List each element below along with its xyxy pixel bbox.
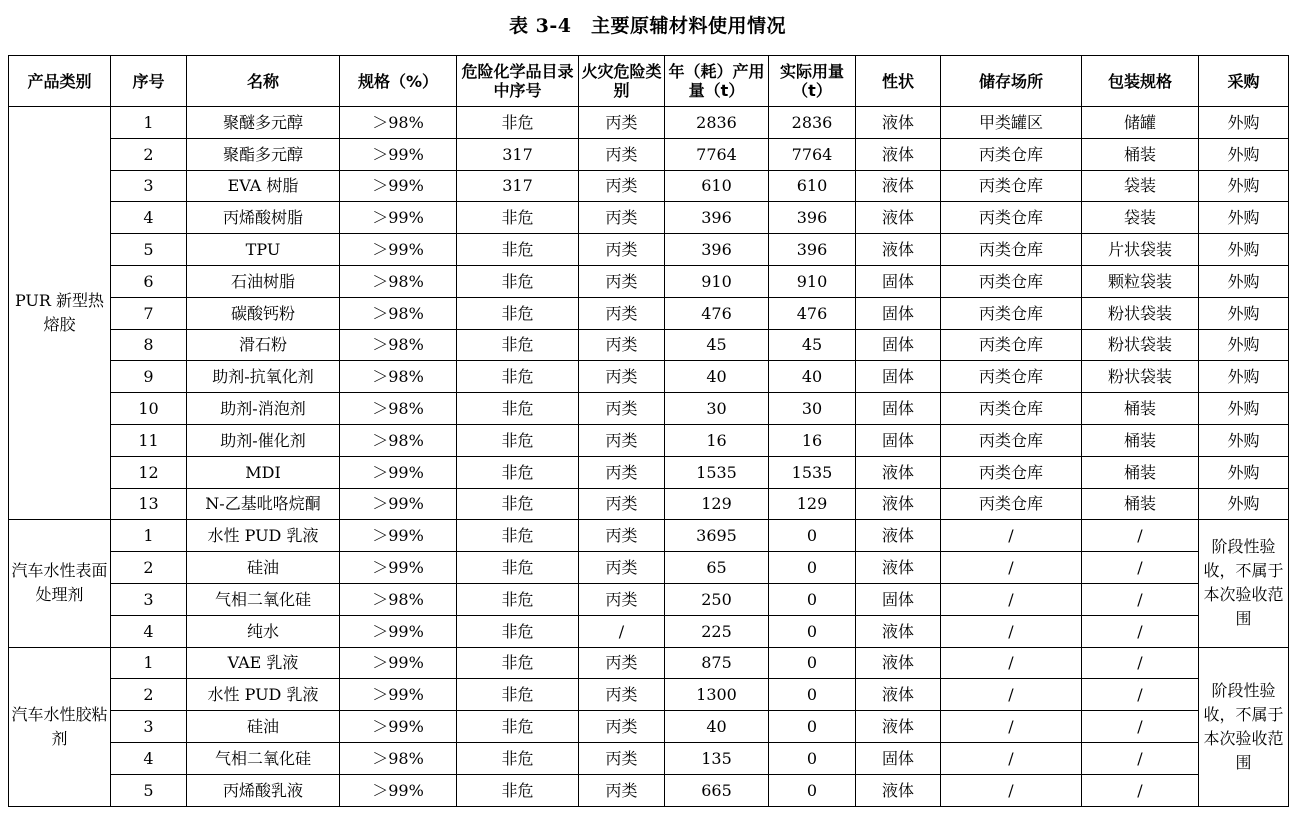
cell-annual: 65	[665, 552, 769, 584]
table-row	[9, 234, 1289, 266]
cell-state: 固体	[856, 329, 941, 361]
cell-fire: 丙类	[579, 679, 665, 711]
cell-annual: 45	[665, 329, 769, 361]
cell-actual: 476	[769, 297, 856, 329]
cell-state: 液体	[856, 202, 941, 234]
table-row	[9, 583, 1289, 615]
cell-hazard-no: 非危	[457, 393, 579, 425]
header-actual-usage: 实际用量（t）	[769, 56, 856, 107]
cell-hazard-no: 非危	[457, 552, 579, 584]
cell-spec: ＞99%	[340, 234, 457, 266]
cell-storage: 丙类仓库	[941, 393, 1082, 425]
cell-spec: ＞98%	[340, 297, 457, 329]
cell-state: 液体	[856, 679, 941, 711]
cell-hazard-no: 非危	[457, 297, 579, 329]
cell-hazard-no: 非危	[457, 647, 579, 679]
cell-spec: ＞99%	[340, 774, 457, 806]
cell-state: 液体	[856, 138, 941, 170]
cell-actual: 0	[769, 774, 856, 806]
cell-seq: 2	[111, 138, 187, 170]
cell-seq: 3	[111, 711, 187, 743]
cell-spec: ＞99%	[340, 615, 457, 647]
cell-annual: 2836	[665, 107, 769, 139]
cell-name: 丙烯酸乳液	[187, 774, 340, 806]
cell-storage: 丙类仓库	[941, 202, 1082, 234]
cell-spec: ＞98%	[340, 742, 457, 774]
cell-pack: /	[1082, 520, 1199, 552]
header-fire-class: 火灾危险类别	[579, 56, 665, 107]
cell-seq: 10	[111, 393, 187, 425]
cell-fire: 丙类	[579, 202, 665, 234]
cell-pack: /	[1082, 742, 1199, 774]
header-name: 名称	[187, 56, 340, 107]
cell-seq: 3	[111, 170, 187, 202]
cell-name: 聚酯多元醇	[187, 138, 340, 170]
cell-storage: 丙类仓库	[941, 265, 1082, 297]
header-row	[9, 56, 1289, 107]
cell-name: 滑石粉	[187, 329, 340, 361]
table-row	[9, 711, 1289, 743]
cell-storage: /	[941, 520, 1082, 552]
cell-state: 液体	[856, 234, 941, 266]
cell-state: 液体	[856, 552, 941, 584]
cell-fire: 丙类	[579, 265, 665, 297]
cell-purchase: 外购	[1199, 107, 1289, 139]
cell-name: 水性 PUD 乳液	[187, 520, 340, 552]
cell-spec: ＞99%	[340, 520, 457, 552]
cell-spec: ＞99%	[340, 679, 457, 711]
cell-pack: /	[1082, 615, 1199, 647]
cell-hazard-no: 非危	[457, 583, 579, 615]
cell-seq: 7	[111, 297, 187, 329]
cell-seq: 13	[111, 488, 187, 520]
cell-pack: 袋装	[1082, 170, 1199, 202]
cell-actual: 129	[769, 488, 856, 520]
cell-pack: 袋装	[1082, 202, 1199, 234]
cell-annual: 665	[665, 774, 769, 806]
cell-name: 纯水	[187, 615, 340, 647]
category-cell: PUR 新型热熔胶	[9, 107, 111, 520]
cell-hazard-no: 非危	[457, 424, 579, 456]
cell-hazard-no: 非危	[457, 234, 579, 266]
cell-state: 固体	[856, 297, 941, 329]
cell-pack: 粉状袋装	[1082, 361, 1199, 393]
cell-annual: 875	[665, 647, 769, 679]
cell-name: N-乙基吡咯烷酮	[187, 488, 340, 520]
cell-state: 固体	[856, 361, 941, 393]
cell-fire: 丙类	[579, 647, 665, 679]
cell-spec: ＞98%	[340, 424, 457, 456]
cell-spec: ＞99%	[340, 138, 457, 170]
cell-hazard-no: 非危	[457, 329, 579, 361]
cell-hazard-no: 非危	[457, 774, 579, 806]
cell-annual: 225	[665, 615, 769, 647]
cell-fire: 丙类	[579, 361, 665, 393]
cell-annual: 250	[665, 583, 769, 615]
cell-pack: /	[1082, 552, 1199, 584]
cell-hazard-no: 非危	[457, 202, 579, 234]
cell-hazard-no: 非危	[457, 520, 579, 552]
table-row	[9, 520, 1289, 552]
cell-name: 助剂-消泡剂	[187, 393, 340, 425]
cell-spec: ＞98%	[340, 393, 457, 425]
cell-state: 液体	[856, 615, 941, 647]
cell-purchase: 外购	[1199, 329, 1289, 361]
cell-spec: ＞98%	[340, 583, 457, 615]
cell-pack: 储罐	[1082, 107, 1199, 139]
cell-storage: 丙类仓库	[941, 488, 1082, 520]
cell-seq: 2	[111, 679, 187, 711]
cell-annual: 30	[665, 393, 769, 425]
cell-annual: 1535	[665, 456, 769, 488]
cell-name: VAE 乳液	[187, 647, 340, 679]
cell-purchase: 外购	[1199, 297, 1289, 329]
cell-fire: 丙类	[579, 774, 665, 806]
cell-actual: 30	[769, 393, 856, 425]
cell-actual: 910	[769, 265, 856, 297]
cell-annual: 129	[665, 488, 769, 520]
cell-hazard-no: 非危	[457, 361, 579, 393]
cell-annual: 396	[665, 202, 769, 234]
cell-storage: 甲类罐区	[941, 107, 1082, 139]
cell-seq: 4	[111, 615, 187, 647]
cell-annual: 135	[665, 742, 769, 774]
cell-seq: 9	[111, 361, 187, 393]
cell-state: 液体	[856, 711, 941, 743]
cell-state: 液体	[856, 170, 941, 202]
table-row	[9, 202, 1289, 234]
cell-storage: 丙类仓库	[941, 297, 1082, 329]
cell-seq: 1	[111, 107, 187, 139]
cell-spec: ＞98%	[340, 361, 457, 393]
cell-storage: 丙类仓库	[941, 424, 1082, 456]
cell-fire: /	[579, 615, 665, 647]
cell-seq: 6	[111, 265, 187, 297]
table-row	[9, 107, 1289, 139]
cell-state: 液体	[856, 107, 941, 139]
cell-fire: 丙类	[579, 107, 665, 139]
cell-state: 液体	[856, 488, 941, 520]
cell-hazard-no: 非危	[457, 265, 579, 297]
cell-spec: ＞99%	[340, 552, 457, 584]
cell-seq: 12	[111, 456, 187, 488]
cell-purchase: 外购	[1199, 202, 1289, 234]
cell-annual: 40	[665, 361, 769, 393]
cell-spec: ＞99%	[340, 711, 457, 743]
cell-seq: 11	[111, 424, 187, 456]
cell-name: MDI	[187, 456, 340, 488]
cell-storage: /	[941, 679, 1082, 711]
cell-actual: 610	[769, 170, 856, 202]
cell-actual: 2836	[769, 107, 856, 139]
cell-annual: 476	[665, 297, 769, 329]
cell-annual: 396	[665, 234, 769, 266]
materials-table	[8, 55, 1289, 807]
cell-pack: 颗粒袋装	[1082, 265, 1199, 297]
cell-hazard-no: 非危	[457, 107, 579, 139]
cell-purchase: 外购	[1199, 393, 1289, 425]
header-storage: 储存场所	[941, 56, 1082, 107]
cell-purchase: 外购	[1199, 424, 1289, 456]
cell-annual: 610	[665, 170, 769, 202]
cell-name: 石油树脂	[187, 265, 340, 297]
cell-purchase: 外购	[1199, 170, 1289, 202]
cell-purchase: 外购	[1199, 361, 1289, 393]
cell-pack: /	[1082, 679, 1199, 711]
table-row	[9, 170, 1289, 202]
table-title: 表 3-4 主要原辅材料使用情况	[509, 15, 786, 37]
cell-hazard-no: 317	[457, 138, 579, 170]
cell-fire: 丙类	[579, 297, 665, 329]
table-row	[9, 138, 1289, 170]
cell-annual: 40	[665, 711, 769, 743]
cell-storage: 丙类仓库	[941, 456, 1082, 488]
cell-name: 碳酸钙粉	[187, 297, 340, 329]
table-row	[9, 679, 1289, 711]
table-row	[9, 393, 1289, 425]
cell-name: 聚醚多元醇	[187, 107, 340, 139]
cell-pack: 桶装	[1082, 424, 1199, 456]
cell-spec: ＞99%	[340, 647, 457, 679]
cell-hazard-no: 非危	[457, 679, 579, 711]
cell-actual: 0	[769, 647, 856, 679]
cell-hazard-no: 非危	[457, 711, 579, 743]
cell-hazard-no: 非危	[457, 456, 579, 488]
cell-storage: 丙类仓库	[941, 138, 1082, 170]
cell-spec: ＞98%	[340, 265, 457, 297]
cell-state: 液体	[856, 520, 941, 552]
cell-seq: 2	[111, 552, 187, 584]
cell-actual: 396	[769, 202, 856, 234]
cell-purchase: 外购	[1199, 234, 1289, 266]
table-row	[9, 424, 1289, 456]
cell-fire: 丙类	[579, 138, 665, 170]
cell-name: 水性 PUD 乳液	[187, 679, 340, 711]
cell-pack: 片状袋装	[1082, 234, 1199, 266]
header-state: 性状	[856, 56, 941, 107]
cell-annual: 16	[665, 424, 769, 456]
cell-pack: /	[1082, 647, 1199, 679]
cell-storage: /	[941, 774, 1082, 806]
cell-storage: 丙类仓库	[941, 234, 1082, 266]
cell-actual: 7764	[769, 138, 856, 170]
cell-storage: /	[941, 711, 1082, 743]
cell-pack: 桶装	[1082, 393, 1199, 425]
cell-hazard-no: 317	[457, 170, 579, 202]
cell-actual: 396	[769, 234, 856, 266]
header-packaging: 包装规格	[1082, 56, 1199, 107]
cell-fire: 丙类	[579, 552, 665, 584]
cell-name: 硅油	[187, 711, 340, 743]
cell-seq: 8	[111, 329, 187, 361]
cell-fire: 丙类	[579, 711, 665, 743]
cell-fire: 丙类	[579, 234, 665, 266]
cell-purchase: 外购	[1199, 488, 1289, 520]
cell-name: TPU	[187, 234, 340, 266]
cell-pack: 桶装	[1082, 138, 1199, 170]
cell-state: 固体	[856, 583, 941, 615]
table-row	[9, 647, 1289, 679]
note-cell: 阶段性验收，不属于本次验收范围	[1199, 520, 1289, 647]
cell-spec: ＞99%	[340, 456, 457, 488]
cell-annual: 1300	[665, 679, 769, 711]
cell-spec: ＞98%	[340, 107, 457, 139]
note-cell: 阶段性验收，不属于本次验收范围	[1199, 647, 1289, 806]
table-row	[9, 361, 1289, 393]
header-seq: 序号	[111, 56, 187, 107]
table-row	[9, 297, 1289, 329]
cell-fire: 丙类	[579, 742, 665, 774]
cell-hazard-no: 非危	[457, 615, 579, 647]
cell-actual: 0	[769, 679, 856, 711]
cell-state: 固体	[856, 742, 941, 774]
cell-spec: ＞98%	[340, 329, 457, 361]
header-category: 产品类别	[9, 56, 111, 107]
cell-storage: 丙类仓库	[941, 170, 1082, 202]
cell-seq: 5	[111, 234, 187, 266]
table-row	[9, 774, 1289, 806]
cell-storage: /	[941, 615, 1082, 647]
cell-purchase: 外购	[1199, 265, 1289, 297]
cell-hazard-no: 非危	[457, 488, 579, 520]
cell-actual: 0	[769, 711, 856, 743]
cell-pack: /	[1082, 774, 1199, 806]
header-purchase: 采购	[1199, 56, 1289, 107]
cell-annual: 3695	[665, 520, 769, 552]
cell-fire: 丙类	[579, 170, 665, 202]
cell-actual: 0	[769, 520, 856, 552]
cell-annual: 7764	[665, 138, 769, 170]
cell-spec: ＞99%	[340, 202, 457, 234]
cell-name: 丙烯酸树脂	[187, 202, 340, 234]
cell-purchase: 外购	[1199, 138, 1289, 170]
header-hazard-no: 危险化学品目录中序号	[457, 56, 579, 107]
cell-actual: 40	[769, 361, 856, 393]
table-row	[9, 552, 1289, 584]
cell-storage: 丙类仓库	[941, 361, 1082, 393]
cell-seq: 1	[111, 520, 187, 552]
cell-hazard-no: 非危	[457, 742, 579, 774]
cell-storage: /	[941, 647, 1082, 679]
cell-name: EVA 树脂	[187, 170, 340, 202]
cell-actual: 0	[769, 552, 856, 584]
cell-actual: 45	[769, 329, 856, 361]
cell-pack: /	[1082, 711, 1199, 743]
table-row	[9, 742, 1289, 774]
table-row	[9, 265, 1289, 297]
cell-purchase: 外购	[1199, 456, 1289, 488]
cell-state: 固体	[856, 265, 941, 297]
cell-name: 助剂-催化剂	[187, 424, 340, 456]
cell-seq: 4	[111, 202, 187, 234]
cell-name: 气相二氧化硅	[187, 583, 340, 615]
cell-pack: 桶装	[1082, 456, 1199, 488]
cell-state: 固体	[856, 424, 941, 456]
cell-actual: 1535	[769, 456, 856, 488]
cell-actual: 0	[769, 615, 856, 647]
cell-annual: 910	[665, 265, 769, 297]
cell-seq: 3	[111, 583, 187, 615]
cell-state: 液体	[856, 456, 941, 488]
cell-pack: 粉状袋装	[1082, 297, 1199, 329]
cell-fire: 丙类	[579, 456, 665, 488]
cell-spec: ＞99%	[340, 170, 457, 202]
cell-seq: 5	[111, 774, 187, 806]
cell-fire: 丙类	[579, 520, 665, 552]
cell-actual: 0	[769, 742, 856, 774]
cell-pack: 桶装	[1082, 488, 1199, 520]
table-row	[9, 456, 1289, 488]
category-cell: 汽车水性表面处理剂	[9, 520, 111, 647]
cell-seq: 1	[111, 647, 187, 679]
cell-storage: /	[941, 583, 1082, 615]
cell-state: 液体	[856, 774, 941, 806]
table-row	[9, 615, 1289, 647]
cell-name: 助剂-抗氧化剂	[187, 361, 340, 393]
cell-storage: /	[941, 742, 1082, 774]
cell-fire: 丙类	[579, 424, 665, 456]
cell-pack: 粉状袋装	[1082, 329, 1199, 361]
cell-actual: 0	[769, 583, 856, 615]
table-body	[9, 107, 1289, 807]
cell-state: 液体	[856, 647, 941, 679]
cell-pack: /	[1082, 583, 1199, 615]
table-row	[9, 329, 1289, 361]
cell-fire: 丙类	[579, 329, 665, 361]
cell-seq: 4	[111, 742, 187, 774]
cell-storage: 丙类仓库	[941, 329, 1082, 361]
cell-actual: 16	[769, 424, 856, 456]
header-spec: 规格（%）	[340, 56, 457, 107]
cell-spec: ＞99%	[340, 488, 457, 520]
cell-name: 气相二氧化硅	[187, 742, 340, 774]
cell-storage: /	[941, 552, 1082, 584]
category-cell: 汽车水性胶粘剂	[9, 647, 111, 806]
cell-name: 硅油	[187, 552, 340, 584]
cell-fire: 丙类	[579, 583, 665, 615]
cell-fire: 丙类	[579, 393, 665, 425]
cell-state: 固体	[856, 393, 941, 425]
header-annual-usage: 年（耗）产用量（t）	[665, 56, 769, 107]
table-row	[9, 488, 1289, 520]
cell-fire: 丙类	[579, 488, 665, 520]
